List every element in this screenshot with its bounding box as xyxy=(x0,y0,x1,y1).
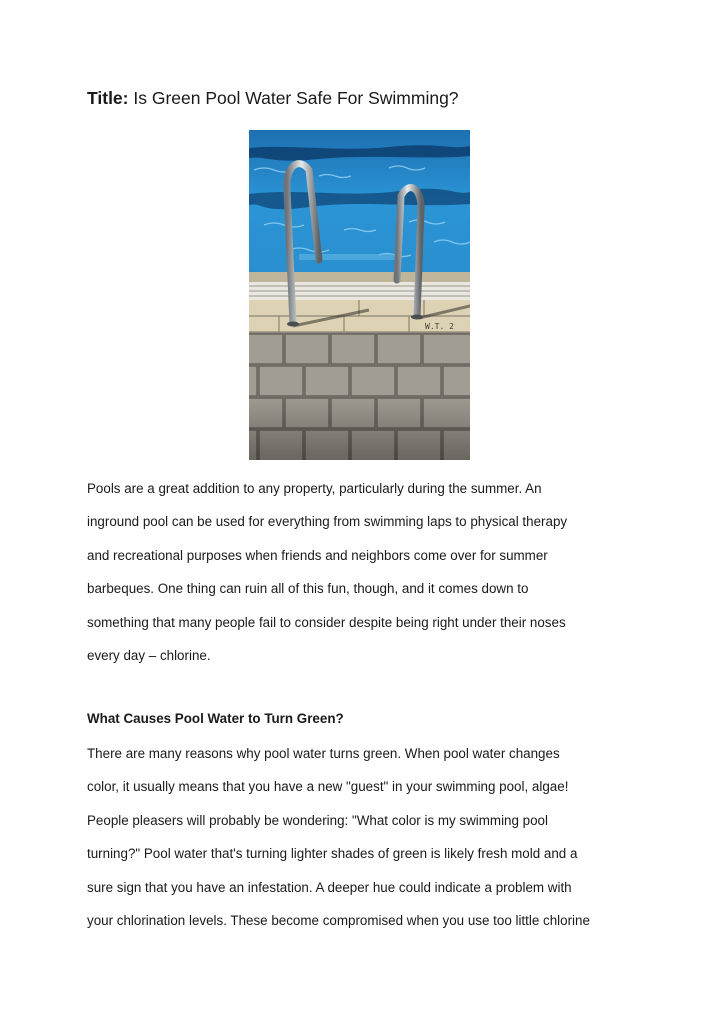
section-line-4: turning?" Pool water that's turning lighter shades of green is likely fresh mold and a xyxy=(87,846,578,862)
section-line-2: color, it usually means that you have a new "guest" in your swimming pool, algae! xyxy=(87,779,569,795)
section-line-5: sure sign that you have an infestation. A deeper hue could indicate a problem with xyxy=(87,879,572,895)
pool-ladder-photo xyxy=(249,130,470,460)
section-heading: What Causes Pool Water to Turn Green? xyxy=(87,711,344,726)
section-line-6: your chlorination levels. These become compromised when you use too little chlorine xyxy=(87,912,590,928)
intro-line-6: every day – chlorine. xyxy=(87,647,211,663)
title-text: Is Green Pool Water Safe For Swimming? xyxy=(133,88,459,108)
document-title xyxy=(87,87,459,109)
intro-paragraph xyxy=(87,480,647,680)
section-line-1: There are many reasons why pool water turns green. When pool water changes xyxy=(87,746,560,761)
title-label: Title: xyxy=(87,88,129,108)
intro-line-1: Pools are a great addition to any property, particularly during the summer. An xyxy=(87,481,542,496)
intro-line-2: inground pool can be used for everything from swimming laps to physical therapy xyxy=(87,514,568,530)
section-paragraph xyxy=(87,745,647,945)
intro-line-5: something that many people fail to consider despite being right under their noses xyxy=(87,614,566,630)
section-line-3: People pleasers will probably be wondering: "What color is my swimming pool xyxy=(87,812,548,828)
intro-line-3: and recreational purposes when friends and neighbors come over for summer xyxy=(87,547,548,563)
intro-line-4: barbeques. One thing can ruin all of this fun, though, and it comes down to xyxy=(87,581,529,597)
